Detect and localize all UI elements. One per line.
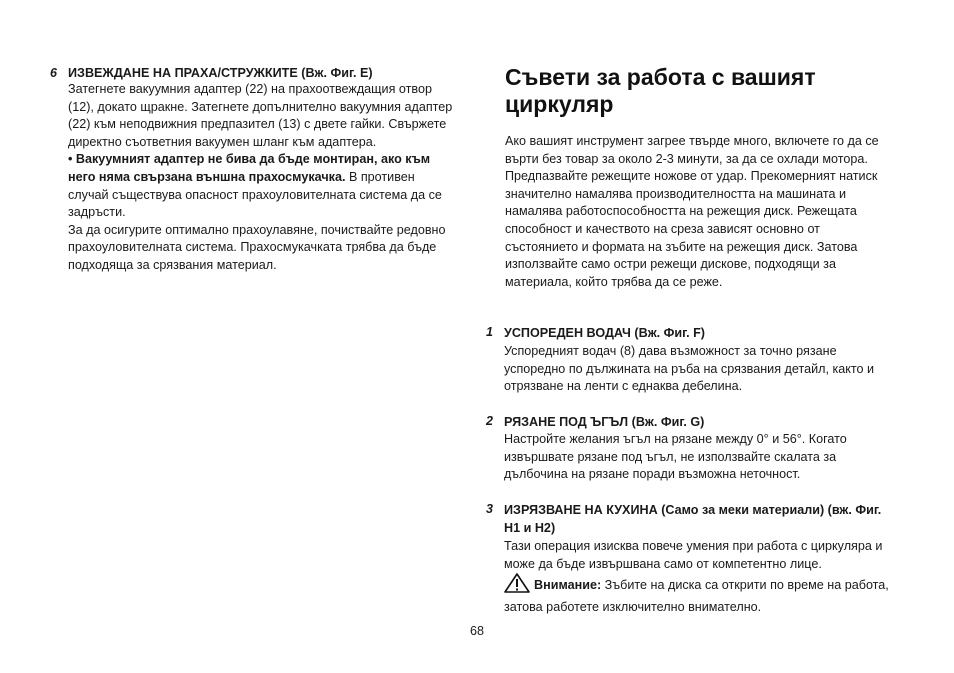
- paragraph: Настройте желания ъгъл на рязане между 0° и 56°. Когато извършвате рязане под ъгъл, не използвайте скалата за дълбочина на рязане поради възможна неточност.: [504, 432, 847, 482]
- paragraph: Предпазвайте режещите ножове от удар. Прекомерният натиск значително намалява производителността на машината и намалява работоспособността на режещия диск. Режещата способност и качеството на среза зависят основно от състоянието и формата на зъбите на режещия диск. Затова използвайте само остри режещи дискове, подходящи за материала, който трябва да се реже.: [505, 169, 878, 289]
- section-number: 2: [486, 414, 493, 428]
- section-number: 1: [486, 325, 493, 339]
- section-heading: ИЗВЕЖДАНЕ НА ПРАХА/СТРУЖКИТЕ (Вж. Фиг. E): [68, 66, 373, 80]
- paragraph: Успоредният водач (8) дава възможност за точно рязане успоредно по дължината на ръба на срязвания детайл, както и отрязване на ленти с еднаква дебелина.: [504, 344, 875, 394]
- section-heading: ИЗРЯЗВАНЕ НА КУХИНА (Само за меки материали) (вж. Фиг. H1 и H2): [504, 503, 882, 535]
- section-body: [504, 538, 889, 616]
- page-title: Съвети за работа с вашият циркуляр: [505, 64, 816, 117]
- warning-text: Зъбите на диска са открити по време на работа, затова работете изключително внимателно.: [504, 578, 889, 614]
- warning-triangle-icon: [504, 573, 530, 599]
- section-body: [68, 81, 453, 275]
- section-body: [504, 431, 889, 484]
- warning-label: Внимание:: [534, 578, 602, 593]
- paragraph: Ако вашият инструмент загрее твърде много, включете го да се върти без товар за около 2-3 минути, за да се охлади мотора.: [505, 134, 879, 166]
- warning-text: В противен случай съществува опасност прахоуловителната система да се задръсти.: [68, 169, 442, 220]
- warning-paragraph: [504, 573, 889, 616]
- section-body: [504, 343, 889, 396]
- paragraph: За да осигурите оптимално прахоулавяне, почиствайте редовно прахоуловителната система. Прахосмукачката трябва да бъде подходяща за срязвания материал.: [68, 222, 446, 272]
- section-number: 6: [50, 66, 57, 80]
- section-heading: РЯЗАНЕ ПОД ЪГЪЛ (Вж. Фиг. G): [504, 415, 705, 429]
- warning-paragraph: [68, 151, 453, 221]
- section-heading: УСПОРЕДЕН ВОДАЧ (Вж. Фиг. F): [504, 326, 705, 340]
- paragraph: Тази операция изисква повече умения при работа с циркуляра и може да бъде извършвана само от компетентно лице.: [504, 539, 883, 571]
- page-number: 68: [469, 624, 484, 638]
- warning-bold-text: • Вакуумният адаптер не бива да бъде монтиран, ако към него няма свързана външна прахосмукачка.: [68, 152, 431, 184]
- section-number: 3: [486, 502, 493, 516]
- intro-block: [505, 133, 890, 291]
- paragraph: Затегнете вакуумния адаптер (22) на прахоотвеждащия отвор (12), докато щракне. Затегнете допълнително вакуумния адаптер (22) към неподвижния предпазител (13) с двете гайки. Свържете директно съответния вакуумен шланг към адаптера.: [68, 82, 453, 149]
